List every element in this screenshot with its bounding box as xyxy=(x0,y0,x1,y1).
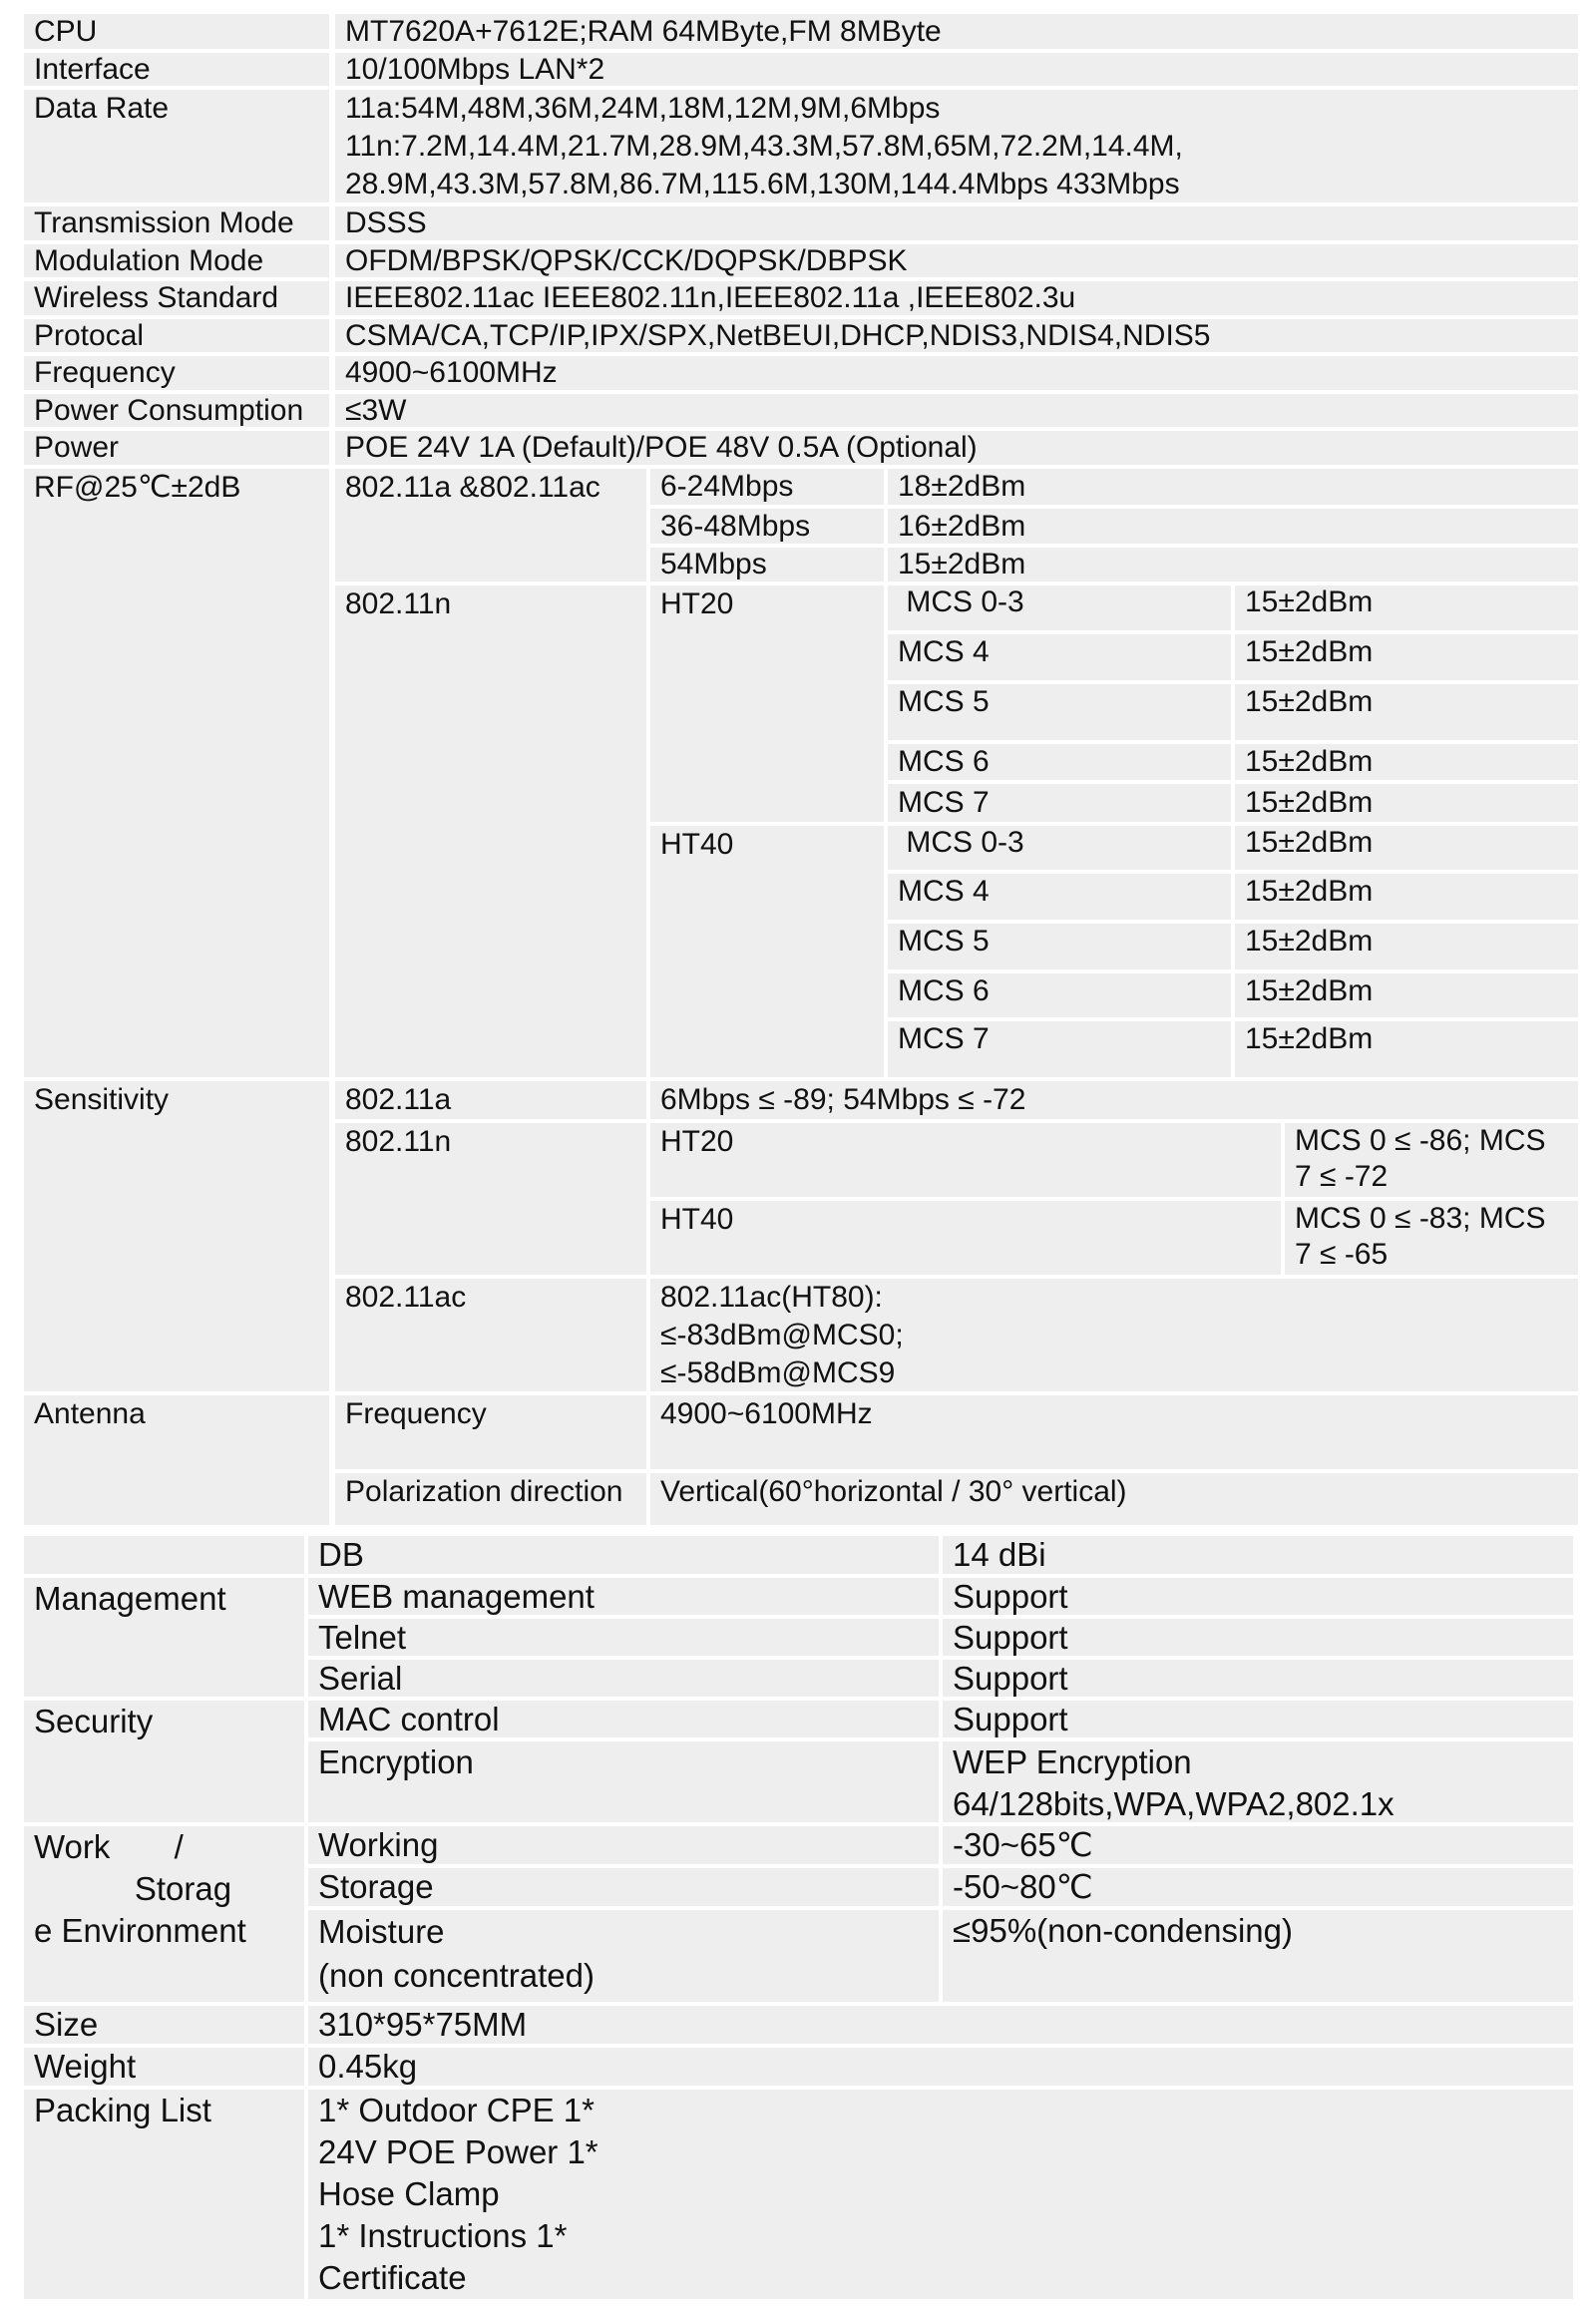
rf-ht20-power xyxy=(1235,585,1578,630)
encryption-line: 64/128bits,WPA,WPA2,802.1x xyxy=(953,1785,1395,1822)
rf-mcs: MCS 4 xyxy=(898,875,990,908)
weight-label xyxy=(24,2048,304,2086)
cpu-value xyxy=(335,14,1578,49)
rf-ht40-power xyxy=(1235,924,1578,969)
encryption-line: WEP Encryption xyxy=(953,1743,1192,1780)
weight-value xyxy=(308,2048,1573,2086)
modulation-mode-label-text: Modulation Mode xyxy=(34,244,264,277)
rf-std-a-ac-text: 802.11a &802.11ac xyxy=(345,471,600,504)
rf-a-rate: 6-24Mbps xyxy=(660,470,794,503)
rf-ht20-mcs xyxy=(888,585,1231,630)
cpu-label xyxy=(24,14,329,49)
working-value-text: -30~65℃ xyxy=(953,1826,1093,1863)
telnet-label xyxy=(308,1619,939,1656)
environment-label-line: e Environment xyxy=(34,1912,246,1949)
rf-std-n xyxy=(335,585,646,1077)
antenna-polarization-label-text: Polarization direction xyxy=(345,1475,623,1508)
data-rate-value xyxy=(335,90,1578,202)
sensitivity-label-text: Sensitivity xyxy=(34,1083,170,1116)
rf-label-text: RF@25℃±2dB xyxy=(34,471,241,504)
environment-label xyxy=(24,1826,304,2002)
sens-ht40-text: HT40 xyxy=(660,1203,734,1236)
weight-label-text: Weight xyxy=(34,2048,137,2085)
web-management-label xyxy=(308,1578,939,1615)
modulation-mode-label xyxy=(24,244,329,277)
rf-ht40 xyxy=(650,826,884,1077)
cpu-label-text: CPU xyxy=(34,15,98,48)
serial-value-text: Support xyxy=(953,1660,1068,1697)
security-label xyxy=(24,1701,304,1822)
size-value xyxy=(308,2006,1573,2044)
db-label-text: DB xyxy=(318,1536,364,1573)
rf-ht40-power xyxy=(1235,874,1578,920)
rf-mcs: MCS 7 xyxy=(898,786,990,819)
transmission-mode-value xyxy=(335,206,1578,240)
power-consumption-label-text: Power Consumption xyxy=(34,394,304,427)
rf-a-rate: 54Mbps xyxy=(660,548,767,580)
rf-power: 15±2dBm xyxy=(1245,826,1374,859)
storage-value-text: -50~80℃ xyxy=(953,1868,1093,1905)
packing-list-line: 1* Outdoor CPE 1* xyxy=(318,2092,595,2128)
telnet-label-text: Telnet xyxy=(318,1619,407,1656)
sens-ht20-line: MCS 0 ≤ -86; MCS xyxy=(1295,1124,1546,1157)
rf-std-n-text: 802.11n xyxy=(345,587,452,620)
rf-std-a-ac xyxy=(335,469,646,581)
rf-a-power: 16±2dBm xyxy=(898,510,1026,543)
sens-ht40-line: 7 ≤ -65 xyxy=(1295,1238,1389,1271)
sens-ht20-value xyxy=(1285,1123,1578,1197)
data-rate-label xyxy=(24,90,329,202)
power-consumption-value xyxy=(335,394,1578,427)
power-consumption-value-text: ≤3W xyxy=(345,394,407,427)
rf-a-power-row xyxy=(888,509,1578,544)
rf-power: 15±2dBm xyxy=(1245,585,1374,618)
antenna-frequency-label-text: Frequency xyxy=(345,1397,487,1430)
rf-ht20-power xyxy=(1235,784,1578,822)
rf-ht40-mcs xyxy=(888,973,1231,1017)
db-value xyxy=(943,1536,1573,1574)
rf-ht40-mcs xyxy=(888,826,1231,870)
rf-a-rate-row xyxy=(650,548,884,581)
transmission-mode-value-text: DSSS xyxy=(345,206,427,239)
encryption-label-text: Encryption xyxy=(318,1743,474,1780)
sens-a-value-text: 6Mbps ≤ -89; 54Mbps ≤ -72 xyxy=(660,1083,1026,1116)
sens-ht20 xyxy=(650,1123,1281,1197)
modulation-mode-value xyxy=(335,244,1578,277)
antenna-frequency-value-text: 4900~6100MHz xyxy=(660,1397,873,1430)
rf-power: 15±2dBm xyxy=(1245,786,1374,819)
sens-ac-value xyxy=(650,1279,1578,1391)
security-label-text: Security xyxy=(34,1703,154,1739)
packing-list-label-text: Packing List xyxy=(34,2092,211,2128)
power-value xyxy=(335,431,1578,465)
storage-label xyxy=(308,1868,939,1906)
frequency-value xyxy=(335,356,1578,390)
web-management-value xyxy=(943,1578,1573,1615)
rf-power: 15±2dBm xyxy=(1245,635,1374,668)
sens-ht40-value xyxy=(1285,1201,1578,1275)
rf-ht40-text: HT40 xyxy=(660,828,734,861)
sens-ac-line: ≤-58dBm@MCS9 xyxy=(660,1356,896,1389)
antenna-frequency-label xyxy=(335,1395,646,1469)
sens-std-ac xyxy=(335,1279,646,1391)
antenna-polarization-value xyxy=(650,1473,1578,1525)
interface-value xyxy=(335,53,1578,86)
rf-ht40-mcs xyxy=(888,924,1231,969)
data-rate-line: 28.9M,43.3M,57.8M,86.7M,115.6M,130M,144.4Mbps 433Mbps xyxy=(345,168,1180,200)
mac-control-label-text: MAC control xyxy=(318,1701,500,1737)
rf-mcs: MCS 4 xyxy=(898,635,990,668)
antenna-frequency-value xyxy=(650,1395,1578,1469)
rf-ht20-mcs xyxy=(888,684,1231,740)
protocal-value xyxy=(335,319,1578,352)
rf-mcs: MCS 5 xyxy=(898,685,990,718)
rf-ht20-mcs xyxy=(888,634,1231,680)
rf-ht40-mcs xyxy=(888,1021,1231,1077)
transmission-mode-label-text: Transmission Mode xyxy=(34,206,294,239)
power-consumption-label xyxy=(24,394,329,427)
rf-ht20-mcs xyxy=(888,784,1231,822)
serial-label xyxy=(308,1660,939,1697)
rf-ht40-power xyxy=(1235,826,1578,870)
db-value-text: 14 dBi xyxy=(953,1536,1046,1573)
rf-power: 15±2dBm xyxy=(1245,1022,1374,1055)
telnet-value-text: Support xyxy=(953,1619,1068,1656)
data-rate-label-text: Data Rate xyxy=(34,92,170,125)
sens-std-a xyxy=(335,1081,646,1119)
size-label xyxy=(24,2006,304,2044)
sens-ht40-line: MCS 0 ≤ -83; MCS xyxy=(1295,1202,1546,1235)
moisture-label-line: (non concentrated) xyxy=(318,1957,596,1994)
rf-a-rate: 36-48Mbps xyxy=(660,510,811,543)
rf-mcs: MCS 7 xyxy=(898,1022,990,1055)
moisture-label xyxy=(308,1910,939,2002)
sens-std-a-text: 802.11a xyxy=(345,1083,452,1116)
management-label xyxy=(24,1578,304,1697)
rf-ht20-mcs xyxy=(888,744,1231,780)
interface-label-text: Interface xyxy=(34,53,151,86)
working-value xyxy=(943,1826,1573,1864)
rf-power: 15±2dBm xyxy=(1245,875,1374,908)
encryption-label xyxy=(308,1741,939,1822)
frequency-label-text: Frequency xyxy=(34,356,176,389)
data-rate-line: 11n:7.2M,14.4M,21.7M,28.9M,43.3M,57.8M,65M,72.2M,14.4M, xyxy=(345,130,1183,163)
rf-a-power: 15±2dBm xyxy=(898,548,1026,580)
antenna-label xyxy=(24,1395,329,1525)
rf-ht20-power xyxy=(1235,634,1578,680)
rf-mcs: MCS 0-3 xyxy=(898,826,1024,859)
mac-control-value xyxy=(943,1701,1573,1737)
power-label-text: Power xyxy=(34,431,120,464)
frequency-label xyxy=(24,356,329,390)
working-label xyxy=(308,1826,939,1864)
wireless-standard-label-text: Wireless Standard xyxy=(34,281,279,314)
moisture-value-text: ≤95%(non-condensing) xyxy=(953,1912,1293,1949)
packing-list-label xyxy=(24,2090,304,2299)
sens-ac-line: 802.11ac(HT80): xyxy=(660,1281,883,1314)
management-label-text: Management xyxy=(34,1580,226,1617)
db-label xyxy=(308,1536,939,1574)
moisture-label-line: Moisture xyxy=(318,1913,445,1950)
rf-ht20-power xyxy=(1235,744,1578,780)
sens-ht20-text: HT20 xyxy=(660,1125,734,1158)
mac-control-label xyxy=(308,1701,939,1737)
rf-a-power: 18±2dBm xyxy=(898,470,1026,503)
power-label xyxy=(24,431,329,465)
rf-ht20-text: HT20 xyxy=(660,587,734,620)
size-value-text: 310*95*75MM xyxy=(318,2006,528,2043)
working-label-text: Working xyxy=(318,1826,439,1863)
rf-ht40-power xyxy=(1235,1021,1578,1077)
storage-value xyxy=(943,1868,1573,1906)
data-rate-line: 11a:54M,48M,36M,24M,18M,12M,9M,6Mbps xyxy=(345,92,941,125)
rf-mcs: MCS 6 xyxy=(898,745,990,778)
web-management-label-text: WEB management xyxy=(318,1578,595,1615)
interface-value-text: 10/100Mbps LAN*2 xyxy=(345,53,605,86)
moisture-value xyxy=(943,1910,1573,2002)
telnet-value xyxy=(943,1619,1573,1656)
modulation-mode-value-text: OFDM/BPSK/QPSK/CCK/DQPSK/DBPSK xyxy=(345,244,908,277)
wireless-standard-label xyxy=(24,281,329,315)
serial-label-text: Serial xyxy=(318,1660,403,1697)
rf-power: 15±2dBm xyxy=(1245,925,1374,958)
rf-power: 15±2dBm xyxy=(1245,974,1374,1007)
sens-ht40 xyxy=(650,1201,1281,1275)
db-empty-cell xyxy=(24,1536,304,1574)
rf-a-power-row xyxy=(888,548,1578,581)
weight-value-text: 0.45kg xyxy=(318,2048,418,2085)
rf-a-rate-row xyxy=(650,469,884,505)
protocal-value-text: CSMA/CA,TCP/IP,IPX/SPX,NetBEUI,DHCP,NDIS3,NDIS4,NDIS5 xyxy=(345,319,1211,352)
web-management-value-text: Support xyxy=(953,1578,1068,1615)
environment-label-line: Work / xyxy=(34,1828,184,1865)
transmission-mode-label xyxy=(24,206,329,240)
rf-power: 15±2dBm xyxy=(1245,745,1374,778)
sensitivity-label xyxy=(24,1081,329,1391)
storage-label-text: Storage xyxy=(318,1868,434,1905)
mac-control-value-text: Support xyxy=(953,1701,1068,1737)
rf-a-power-row xyxy=(888,469,1578,505)
rf-label xyxy=(24,469,329,1077)
protocal-label xyxy=(24,319,329,352)
frequency-value-text: 4900~6100MHz xyxy=(345,356,558,389)
packing-list-line: Hose Clamp xyxy=(318,2175,500,2212)
rf-ht20 xyxy=(650,585,884,822)
rf-power: 15±2dBm xyxy=(1245,685,1374,718)
rf-mcs: MCS 6 xyxy=(898,974,990,1007)
sens-ac-line: ≤-83dBm@MCS0; xyxy=(660,1319,904,1351)
protocal-label-text: Protocal xyxy=(34,319,145,352)
power-value-text: POE 24V 1A (Default)/POE 48V 0.5A (Optional) xyxy=(345,431,978,464)
rf-a-rate-row xyxy=(650,509,884,544)
rf-mcs: MCS 5 xyxy=(898,925,990,958)
rf-ht40-power xyxy=(1235,973,1578,1017)
environment-label-line: Storag xyxy=(34,1870,232,1907)
antenna-polarization-label xyxy=(335,1473,646,1525)
sens-std-n xyxy=(335,1123,646,1275)
antenna-polarization-value-text: Vertical(60°horizontal / 30° vertical) xyxy=(660,1475,1127,1508)
size-label-text: Size xyxy=(34,2006,99,2043)
encryption-value xyxy=(943,1741,1573,1822)
cpu-value-text: MT7620A+7612E;RAM 64MByte,FM 8MByte xyxy=(345,15,942,48)
packing-list-value xyxy=(308,2090,1573,2299)
sens-std-ac-text: 802.11ac xyxy=(345,1281,467,1314)
rf-ht40-mcs xyxy=(888,874,1231,920)
packing-list-line: Certificate xyxy=(318,2259,467,2296)
antenna-label-text: Antenna xyxy=(34,1397,146,1430)
rf-ht20-power xyxy=(1235,684,1578,740)
rf-mcs: MCS 0-3 xyxy=(898,585,1024,618)
wireless-standard-value-text: IEEE802.11ac IEEE802.11n,IEEE802.11a ,IEEE802.3u xyxy=(345,281,1076,314)
interface-label xyxy=(24,53,329,86)
serial-value xyxy=(943,1660,1573,1697)
packing-list-line: 24V POE Power 1* xyxy=(318,2133,598,2170)
sens-ht20-line: 7 ≤ -72 xyxy=(1295,1160,1389,1193)
packing-list-line: 1* Instructions 1* xyxy=(318,2217,568,2254)
sens-a-value xyxy=(650,1081,1578,1119)
sens-std-n-text: 802.11n xyxy=(345,1125,452,1158)
wireless-standard-value xyxy=(335,281,1578,315)
